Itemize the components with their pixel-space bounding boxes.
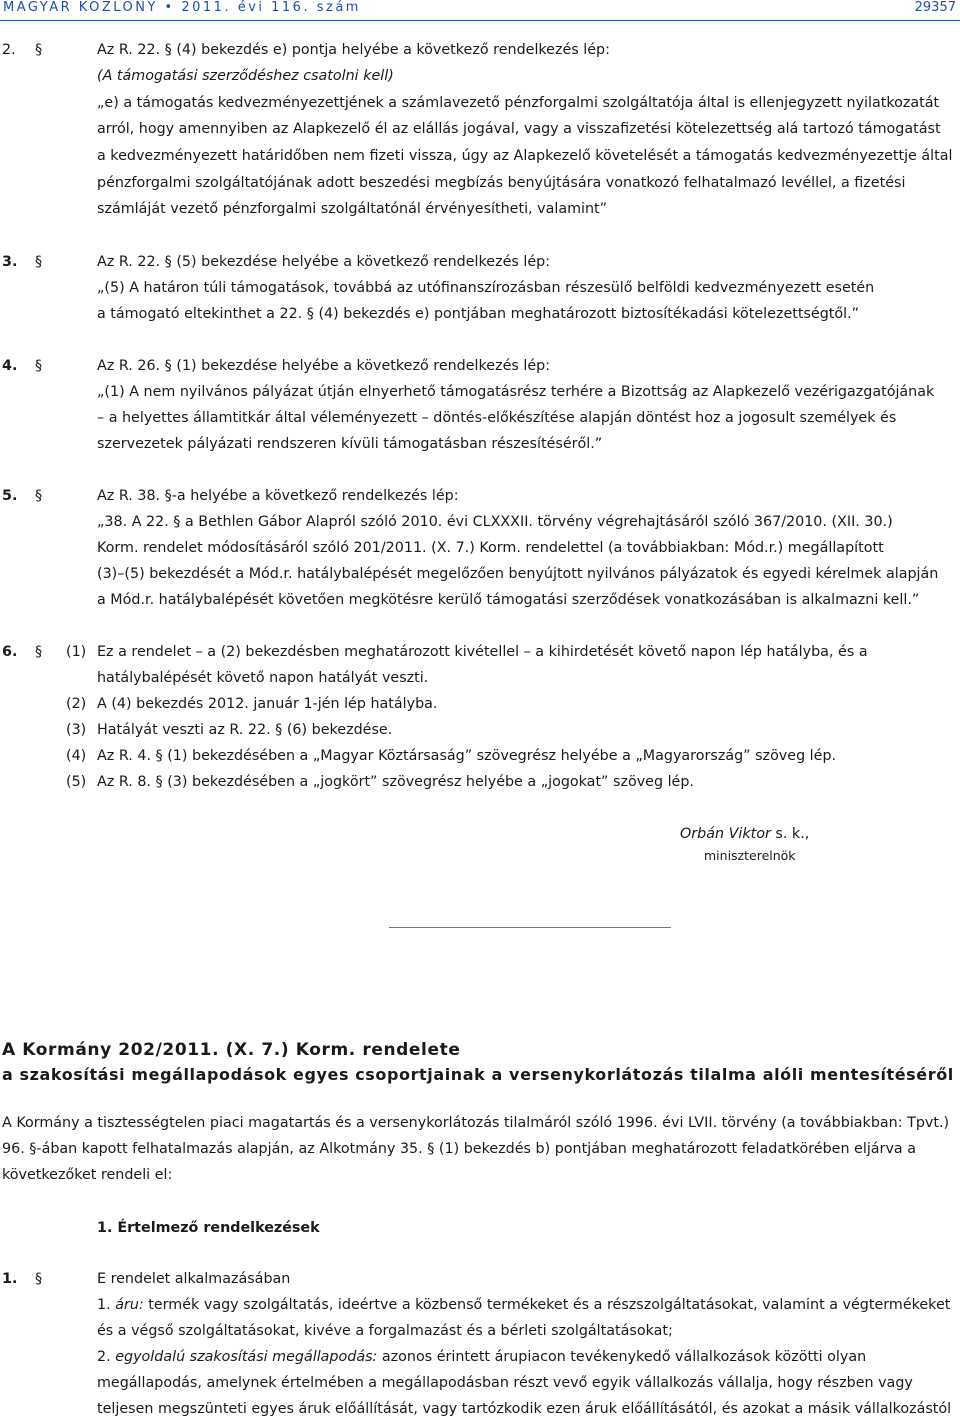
text-line: „(1) A nem nyilvános pályázat útján elnyerhető támogatásrész terhére a Bizottság az Alapkezelő vezérigazgatójának	[97, 384, 935, 400]
definition-line: megállapodás, amelynek értelmében a megállapodásban részt vevő egyik vállalkozás vállalja, hogy részben vagy	[97, 1375, 913, 1391]
paragraph-label: (3)	[66, 722, 87, 738]
section-symbol: §	[35, 42, 43, 58]
text-line: a kedvezményezett határidőben nem fizeti vissza, úgy az Alapkezelő követelését a támogatás kedvezményezettje által	[97, 148, 953, 164]
text-line: a Mód.r. hatálybalépését követően megkötésre kerülő támogatási szerződések vonatkozásában is alkalmazni kell.”	[97, 592, 920, 608]
section-symbol: §	[35, 1271, 43, 1287]
section-intro: Az R. 26. § (1) bekezdése helyébe a következő rendelkezés lép:	[97, 358, 551, 374]
definition-text: azonos érintett árupiacon tevékenykedő vállalkozások közötti olyan	[381, 1349, 867, 1365]
text-line: „(5) A határon túli támogatások, továbbá az utófinanszírozásban részesülő belföldi kedvezményezett esetén	[97, 280, 875, 296]
signature-suffix: s. k.,	[770, 826, 810, 842]
text-line: számláját vezető pénzforgalmi szolgáltatónál érvényesítheti, valamint”	[97, 201, 608, 217]
section-symbol: §	[35, 254, 43, 270]
paragraph-label: (2)	[66, 696, 87, 712]
section-number: 2.	[2, 42, 16, 58]
paragraph-text: A (4) bekezdés 2012. január 1-jén lép hatályba.	[97, 696, 438, 712]
page-header	[0, 0, 960, 22]
page-number: 29357	[914, 0, 956, 15]
preamble-line: következőket rendeli el:	[2, 1167, 173, 1183]
section-intro: Az R. 22. § (5) bekezdése helyébe a következő rendelkezés lép:	[97, 254, 551, 270]
text-line: a támogató eltekinthet a 22. § (4) bekezdés e) pontjában meghatározott biztosítékadási kötelezettségtől.”	[97, 306, 860, 322]
text-line: – a helyettes államtitkár által véleményezett – döntés-előkészítése alapján döntést hoz a jogosult személyek és	[97, 410, 897, 426]
definition-number: 1.	[97, 1297, 111, 1313]
definition-term: egyoldalú szakosítási megállapodás:	[115, 1349, 378, 1365]
text-line: (3)–(5) bekezdését a Mód.r. hatálybalépését megelőzően benyújtott nyilvános pályázatok és egyedi kérelmek alapján	[97, 566, 939, 582]
paragraph-text: Ez a rendelet – a (2) bekezdésben meghatározott kivétellel – a kihirdetését követő napon lép hatályba, és a	[97, 644, 868, 660]
paragraph-text: hatálybalépését követő napon hatályát veszti.	[97, 670, 429, 686]
text-line: Korm. rendelet módosításáról szóló 201/2011. (X. 7.) Korm. rendelettel (a továbbiakban: Mód.r.) megállapított	[97, 540, 884, 556]
signatory-name: Orbán Viktor	[680, 826, 771, 842]
section-symbol: §	[35, 644, 43, 660]
decree-title: A Kormány 202/2011. (X. 7.) Korm. rendelete	[2, 1040, 461, 1060]
decree-subtitle: a szakosítási megállapodások egyes csoportjainak a versenykorlátozás tilalma alóli mentesítéséről	[2, 1065, 954, 1084]
section-symbol: §	[35, 488, 43, 504]
paragraph-label: (5)	[66, 774, 87, 790]
text-line: „e) a támogatás kedvezményezettjének a számlavezető pénzforgalmi szolgáltatója által is ellenjegyzett nyilatkozatát	[97, 95, 940, 111]
text-line: szervezetek pályázati rendszeren kívüli támogatásban részesítéséről.”	[97, 436, 603, 452]
section-number: 1.	[2, 1271, 18, 1287]
section-symbol: §	[35, 358, 43, 374]
chapter-heading: 1. Értelmező rendelkezések	[97, 1220, 320, 1236]
section-number: 5.	[2, 488, 18, 504]
definition-line: teljesen megszünteti egyes áruk előállítását, vagy tartózkodik ezen áruk előállításától, és azokat a másik vállalkozástól	[97, 1401, 952, 1417]
definition-line	[97, 1295, 950, 1315]
paragraph-text: Az R. 4. § (1) bekezdésében a „Magyar Köztársaság” szövegrész helyébe a „Magyarország” szöveg lép.	[97, 748, 837, 764]
section-intro: Az R. 22. § (4) bekezdés e) pontja helyébe a következő rendelkezés lép:	[97, 42, 610, 58]
definition-line	[97, 1347, 866, 1367]
italic-note: (A támogatási szerződéshez csatolni kell)	[97, 68, 394, 84]
section-number: 3.	[2, 254, 18, 270]
text-line: „38. A 22. § a Bethlen Gábor Alapról szóló 2010. évi CLXXXII. törvény végrehajtásáról szóló 367/2010. (XII. 30.)	[97, 514, 893, 530]
definition-line: és a végső szolgáltatásokat, kivéve a forgalmazást és a bérleti szolgáltatásokat;	[97, 1323, 673, 1339]
text-line: arról, hogy amennyiben az Alapkezelő él az elállás jogával, vagy a visszafizetési kötelezettség alá tartozó támogatást	[97, 121, 941, 137]
header-rule	[0, 20, 960, 21]
text-line: pénzforgalmi szolgáltatójának adott beszedési megbízás benyújtására vonatkozó felhatalmazó levéllel, a fizetési	[97, 175, 906, 191]
signatory-role: miniszterelnök	[704, 848, 796, 863]
definition-text: termék vagy szolgáltatás, ideértve a közbenső termékeket és a részszolgáltatásokat, valamint a végtermékeket	[148, 1297, 951, 1313]
paragraph-text: Hatályát veszti az R. 22. § (6) bekezdése.	[97, 722, 393, 738]
signature	[680, 824, 809, 844]
section-number: 4.	[2, 358, 18, 374]
preamble-line: 96. §-ában kapott felhatalmazás alapján, az Alkotmány 35. § (1) bekezdés b) pontjában meghatározott feladatkörében eljárva a	[2, 1141, 916, 1157]
definition-number: 2.	[97, 1349, 111, 1365]
paragraph-text: Az R. 8. § (3) bekezdésében a „jogkört” szövegrész helyébe a „jogokat” szöveg lép.	[97, 774, 694, 790]
section-number: 6.	[2, 644, 18, 660]
definition-term: áru:	[115, 1297, 144, 1313]
separator-rule	[389, 927, 671, 928]
paragraph-label: (4)	[66, 748, 87, 764]
section-intro: E rendelet alkalmazásában	[97, 1271, 291, 1287]
paragraph-label: (1)	[66, 644, 87, 660]
section-intro: Az R. 38. §-a helyébe a következő rendelkezés lép:	[97, 488, 459, 504]
preamble-line: A Kormány a tisztességtelen piaci magatartás és a versenykorlátozás tilalmáról szóló 1996. évi LVII. törvény (a továbbiakban: Tpvt.)	[2, 1115, 950, 1131]
journal-title: MAGYAR KÖZLÖNY • 2011. évi 116. szám	[3, 0, 361, 15]
